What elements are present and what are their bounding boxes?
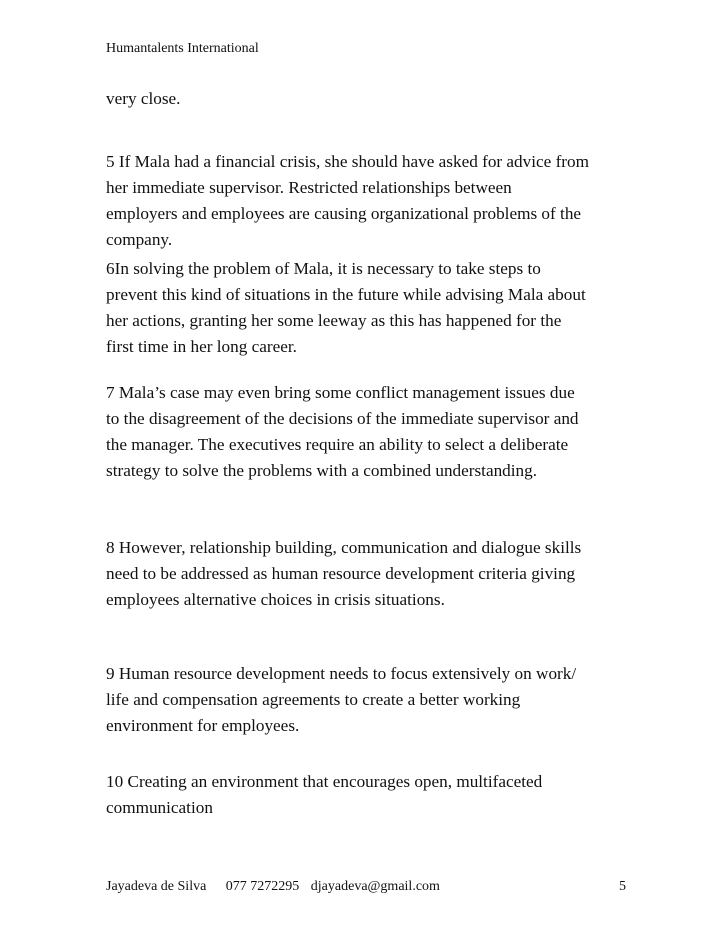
paragraph-continuation — [106, 86, 636, 112]
text-line: 9 Human resource development needs to focus extensively on work/ — [106, 664, 577, 683]
text-line: employees alternative choices in crisis situations. — [106, 590, 445, 609]
text-line: life and compensation agreements to create a better working — [106, 690, 521, 709]
text-line: strategy to solve the problems with a combined understanding. — [106, 461, 538, 480]
footer-phone: 077 7272295 — [225, 879, 300, 894]
text-line: her actions, granting her some leeway as this has happened for the — [106, 311, 562, 330]
text-line: her immediate supervisor. Restricted relationships between — [106, 178, 512, 197]
text-line: need to be addressed as human resource development criteria giving — [106, 564, 576, 583]
text-line: employers and employees are causing organizational problems of the — [106, 204, 582, 223]
text-line: environment for employees. — [106, 716, 300, 735]
text-line: 10 Creating an environment that encourages open, multifaceted — [106, 772, 543, 791]
text-line: 8 However, relationship building, communication and dialogue skills — [106, 538, 582, 557]
page-number: 5 — [619, 879, 626, 894]
paragraph-item-7 — [106, 380, 636, 484]
text-line: 7 Mala’s case may even bring some conflict management issues due — [106, 383, 575, 402]
text-line: company. — [106, 230, 173, 249]
text-line: communication — [106, 798, 213, 817]
text-line: the manager. The executives require an ability to select a deliberate — [106, 435, 569, 454]
text-line: 5 If Mala had a financial crisis, she should have asked for advice from — [106, 152, 589, 171]
paragraph-item-9 — [106, 661, 636, 739]
footer-email: djayadeva@gmail.com — [310, 879, 440, 894]
text-line: 6In solving the problem of Mala, it is necessary to take steps to — [106, 259, 541, 278]
text-line: very close. — [106, 89, 181, 108]
text-line: first time in her long career. — [106, 337, 297, 356]
header-organization: Humantalents International — [106, 41, 259, 56]
paragraph-item-10 — [106, 769, 636, 821]
running-footer — [106, 878, 626, 896]
paragraph-item-5 — [106, 149, 636, 253]
text-line: prevent this kind of situations in the future while advising Mala about — [106, 285, 586, 304]
footer-author: Jayadeva de Silva — [106, 879, 207, 894]
text-line: to the disagreement of the decisions of the immediate supervisor and — [106, 409, 579, 428]
running-header — [106, 40, 259, 58]
paragraph-item-6 — [106, 256, 636, 360]
paragraph-item-8 — [106, 535, 636, 613]
